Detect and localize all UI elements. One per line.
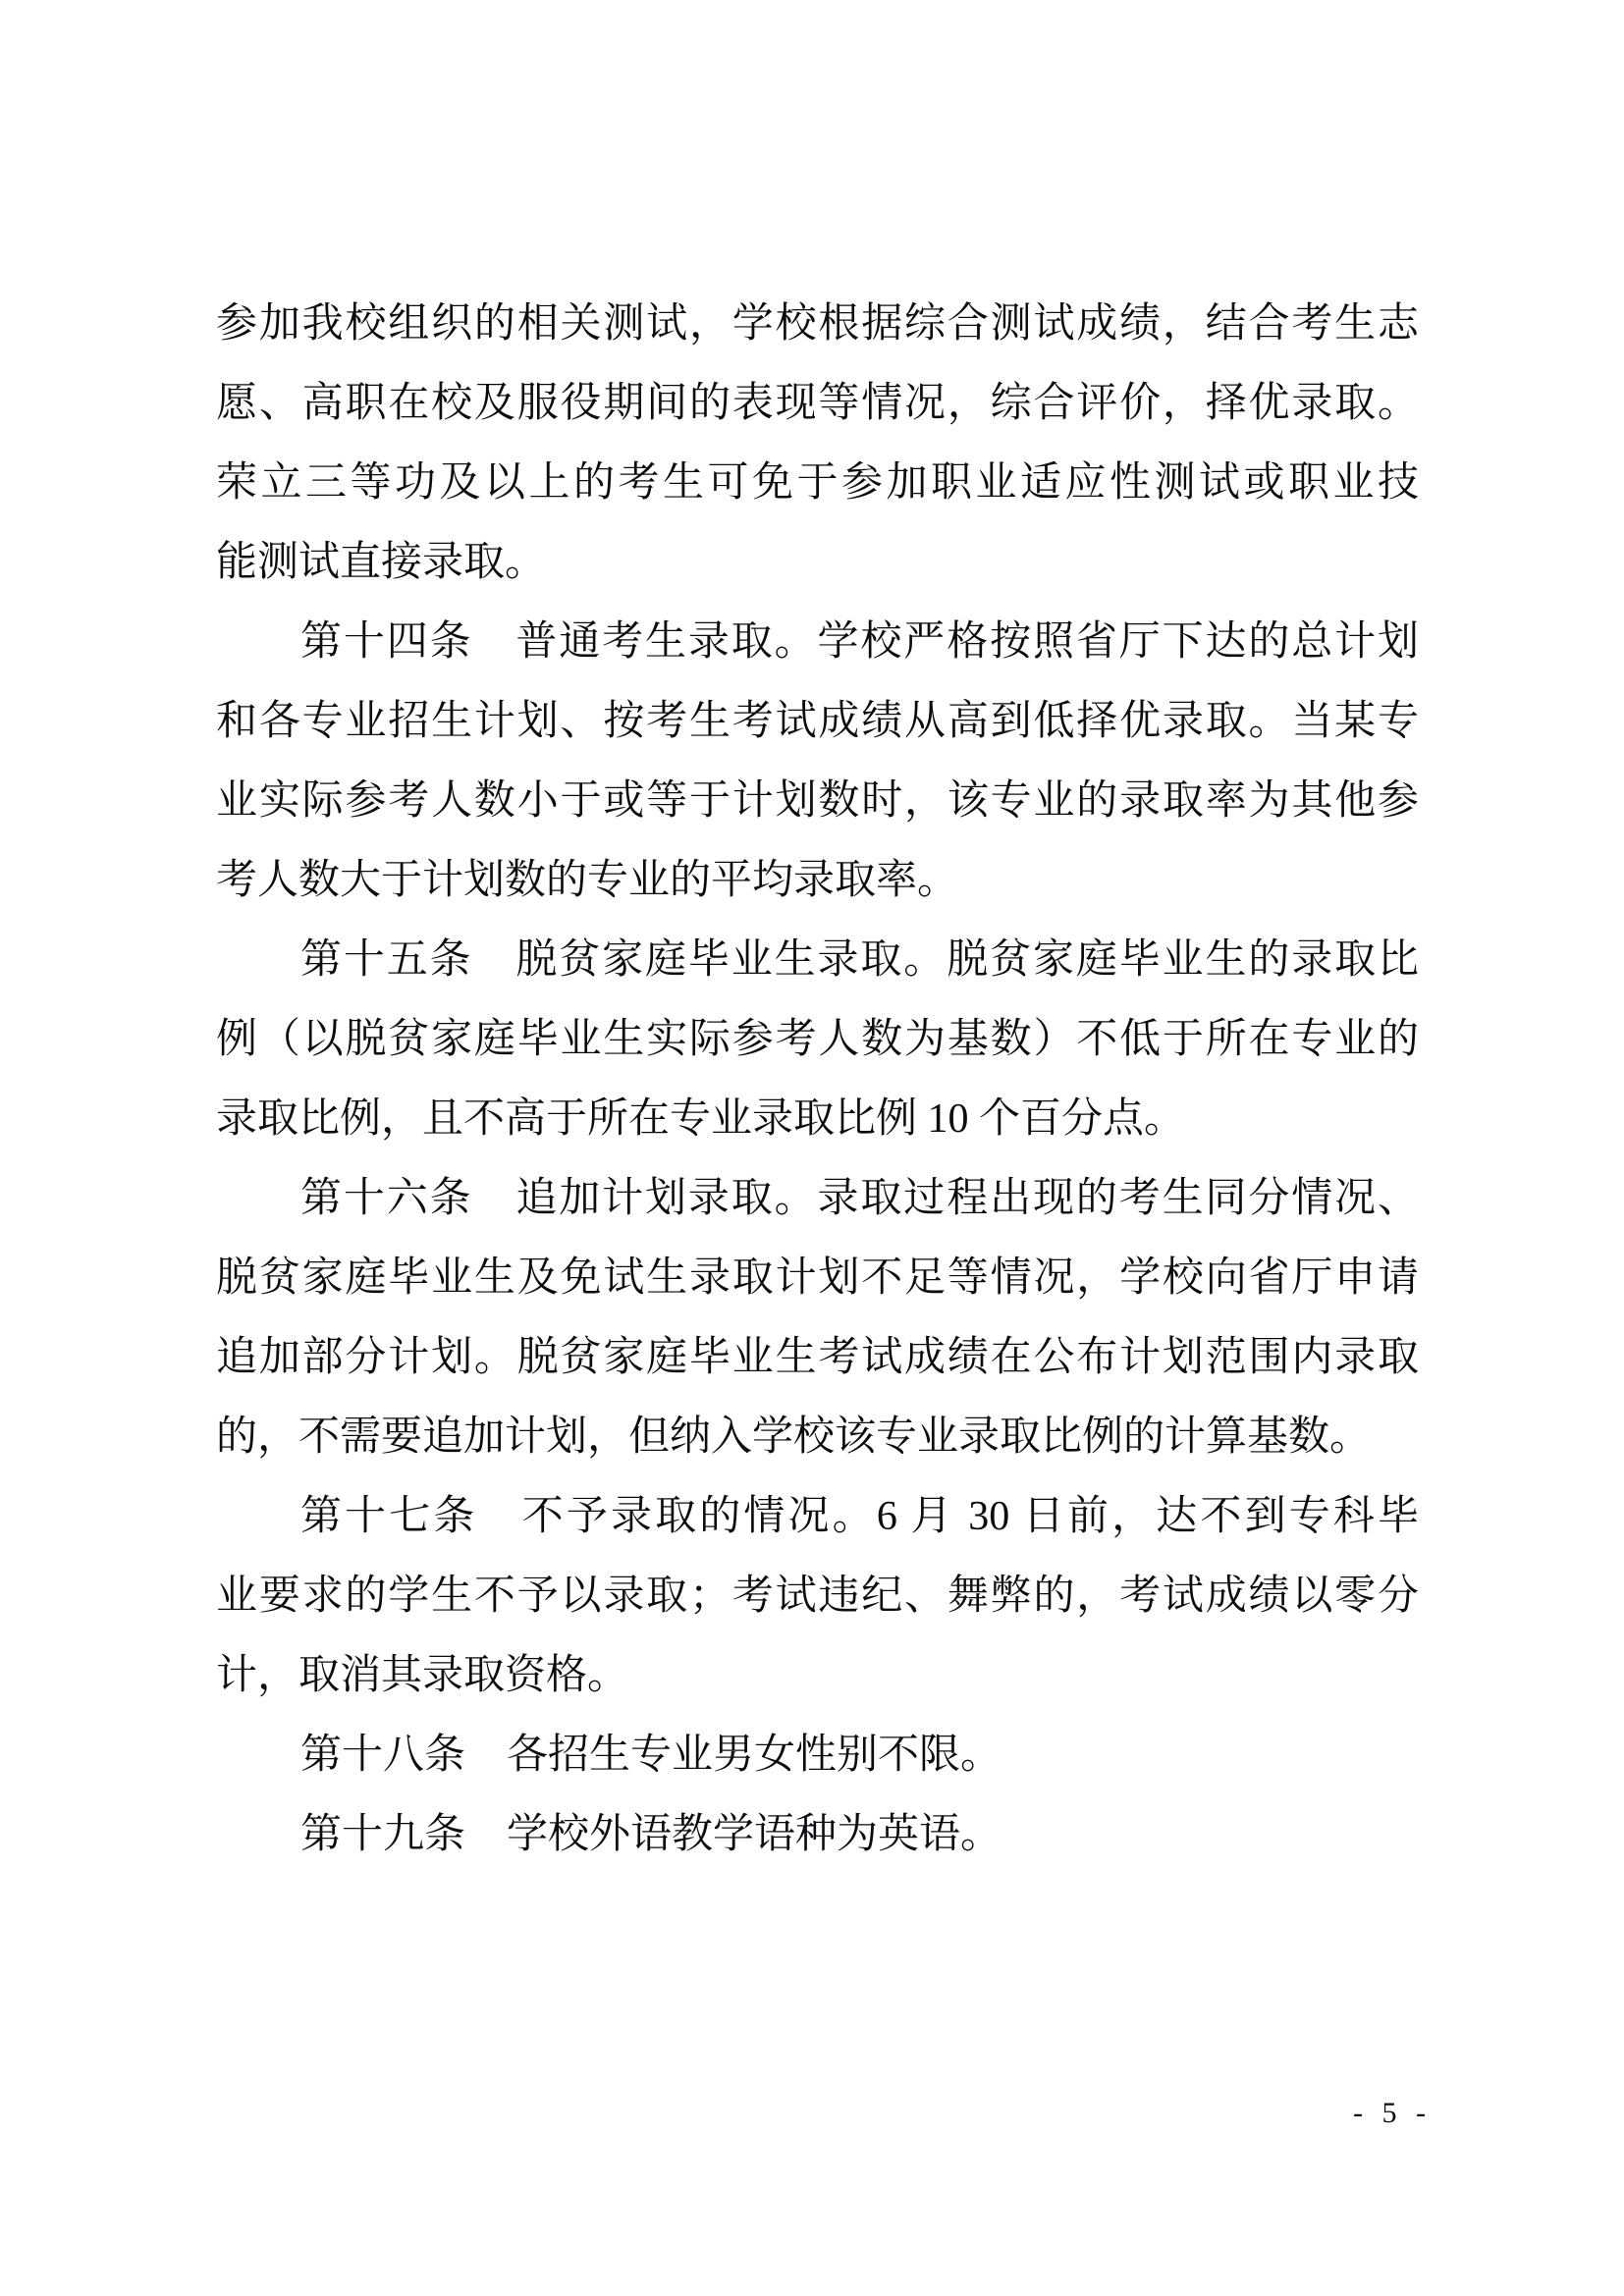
paragraph bbox=[216, 1477, 1419, 1716]
text-line: 例（以脱贫家庭毕业生实际参考人数为基数）不低于所在专业的 bbox=[216, 1017, 1419, 1062]
text-line: 第十九条 学校外语教学语种为英语。 bbox=[300, 1812, 1002, 1857]
text-line: 能测试直接录取。 bbox=[216, 540, 547, 585]
text-line: 录取比例，且不高于所在专业录取比例 10 个百分点。 bbox=[216, 1096, 1186, 1142]
text-line: 愿、高职在校及服役期间的表现等情况，综合评价，择优录取。 bbox=[216, 381, 1419, 426]
text-line: 第十四条 普通考生录取。学校严格按照省厅下达的总计划 bbox=[300, 619, 1419, 665]
text-line: 脱贫家庭毕业生及免试生录取计划不足等情况，学校向省厅申请 bbox=[216, 1255, 1419, 1301]
paragraph bbox=[216, 285, 1419, 603]
text-line: 和各专业招生计划、按考生考试成绩从高到低择优录取。当某专 bbox=[216, 699, 1419, 744]
page-footer bbox=[1353, 2097, 1429, 2130]
text-line: 追加部分计划。脱贫家庭毕业生考试成绩在公布计划范围内录取 bbox=[216, 1335, 1419, 1380]
page-number: - 5 - bbox=[1353, 2097, 1429, 2129]
paragraph bbox=[216, 1159, 1419, 1477]
paragraph bbox=[216, 1795, 1419, 1875]
text-line: 计，取消其录取资格。 bbox=[216, 1653, 629, 1698]
text-line: 业要求的学生不予以录取；考试违纪、舞弊的，考试成绩以零分 bbox=[216, 1574, 1419, 1619]
text-line: 第十六条 追加计划录取。录取过程出现的考生同分情况、 bbox=[300, 1176, 1419, 1221]
paragraph bbox=[216, 921, 1419, 1159]
document-body bbox=[216, 285, 1419, 1875]
paragraph bbox=[216, 603, 1419, 921]
text-line: 第十七条 不予录取的情况。6 月 30 日前，达不到专科毕 bbox=[300, 1494, 1419, 1539]
text-line: 第十八条 各招生专业男女性别不限。 bbox=[300, 1733, 1002, 1778]
text-line: 荣立三等功及以上的考生可免于参加职业适应性测试或职业技 bbox=[216, 460, 1419, 506]
text-line: 考人数大于计划数的专业的平均录取率。 bbox=[216, 858, 959, 903]
text-line: 业实际参考人数小于或等于计划数时，该专业的录取率为其他参 bbox=[216, 778, 1419, 824]
text-line: 第十五条 脱贫家庭毕业生录取。脱贫家庭毕业生的录取比 bbox=[300, 937, 1419, 983]
text-line: 参加我校组织的相关测试，学校根据综合测试成绩，结合考生志 bbox=[216, 301, 1419, 347]
paragraph bbox=[216, 1716, 1419, 1795]
text-line: 的，不需要追加计划，但纳入学校该专业录取比例的计算基数。 bbox=[216, 1415, 1372, 1460]
